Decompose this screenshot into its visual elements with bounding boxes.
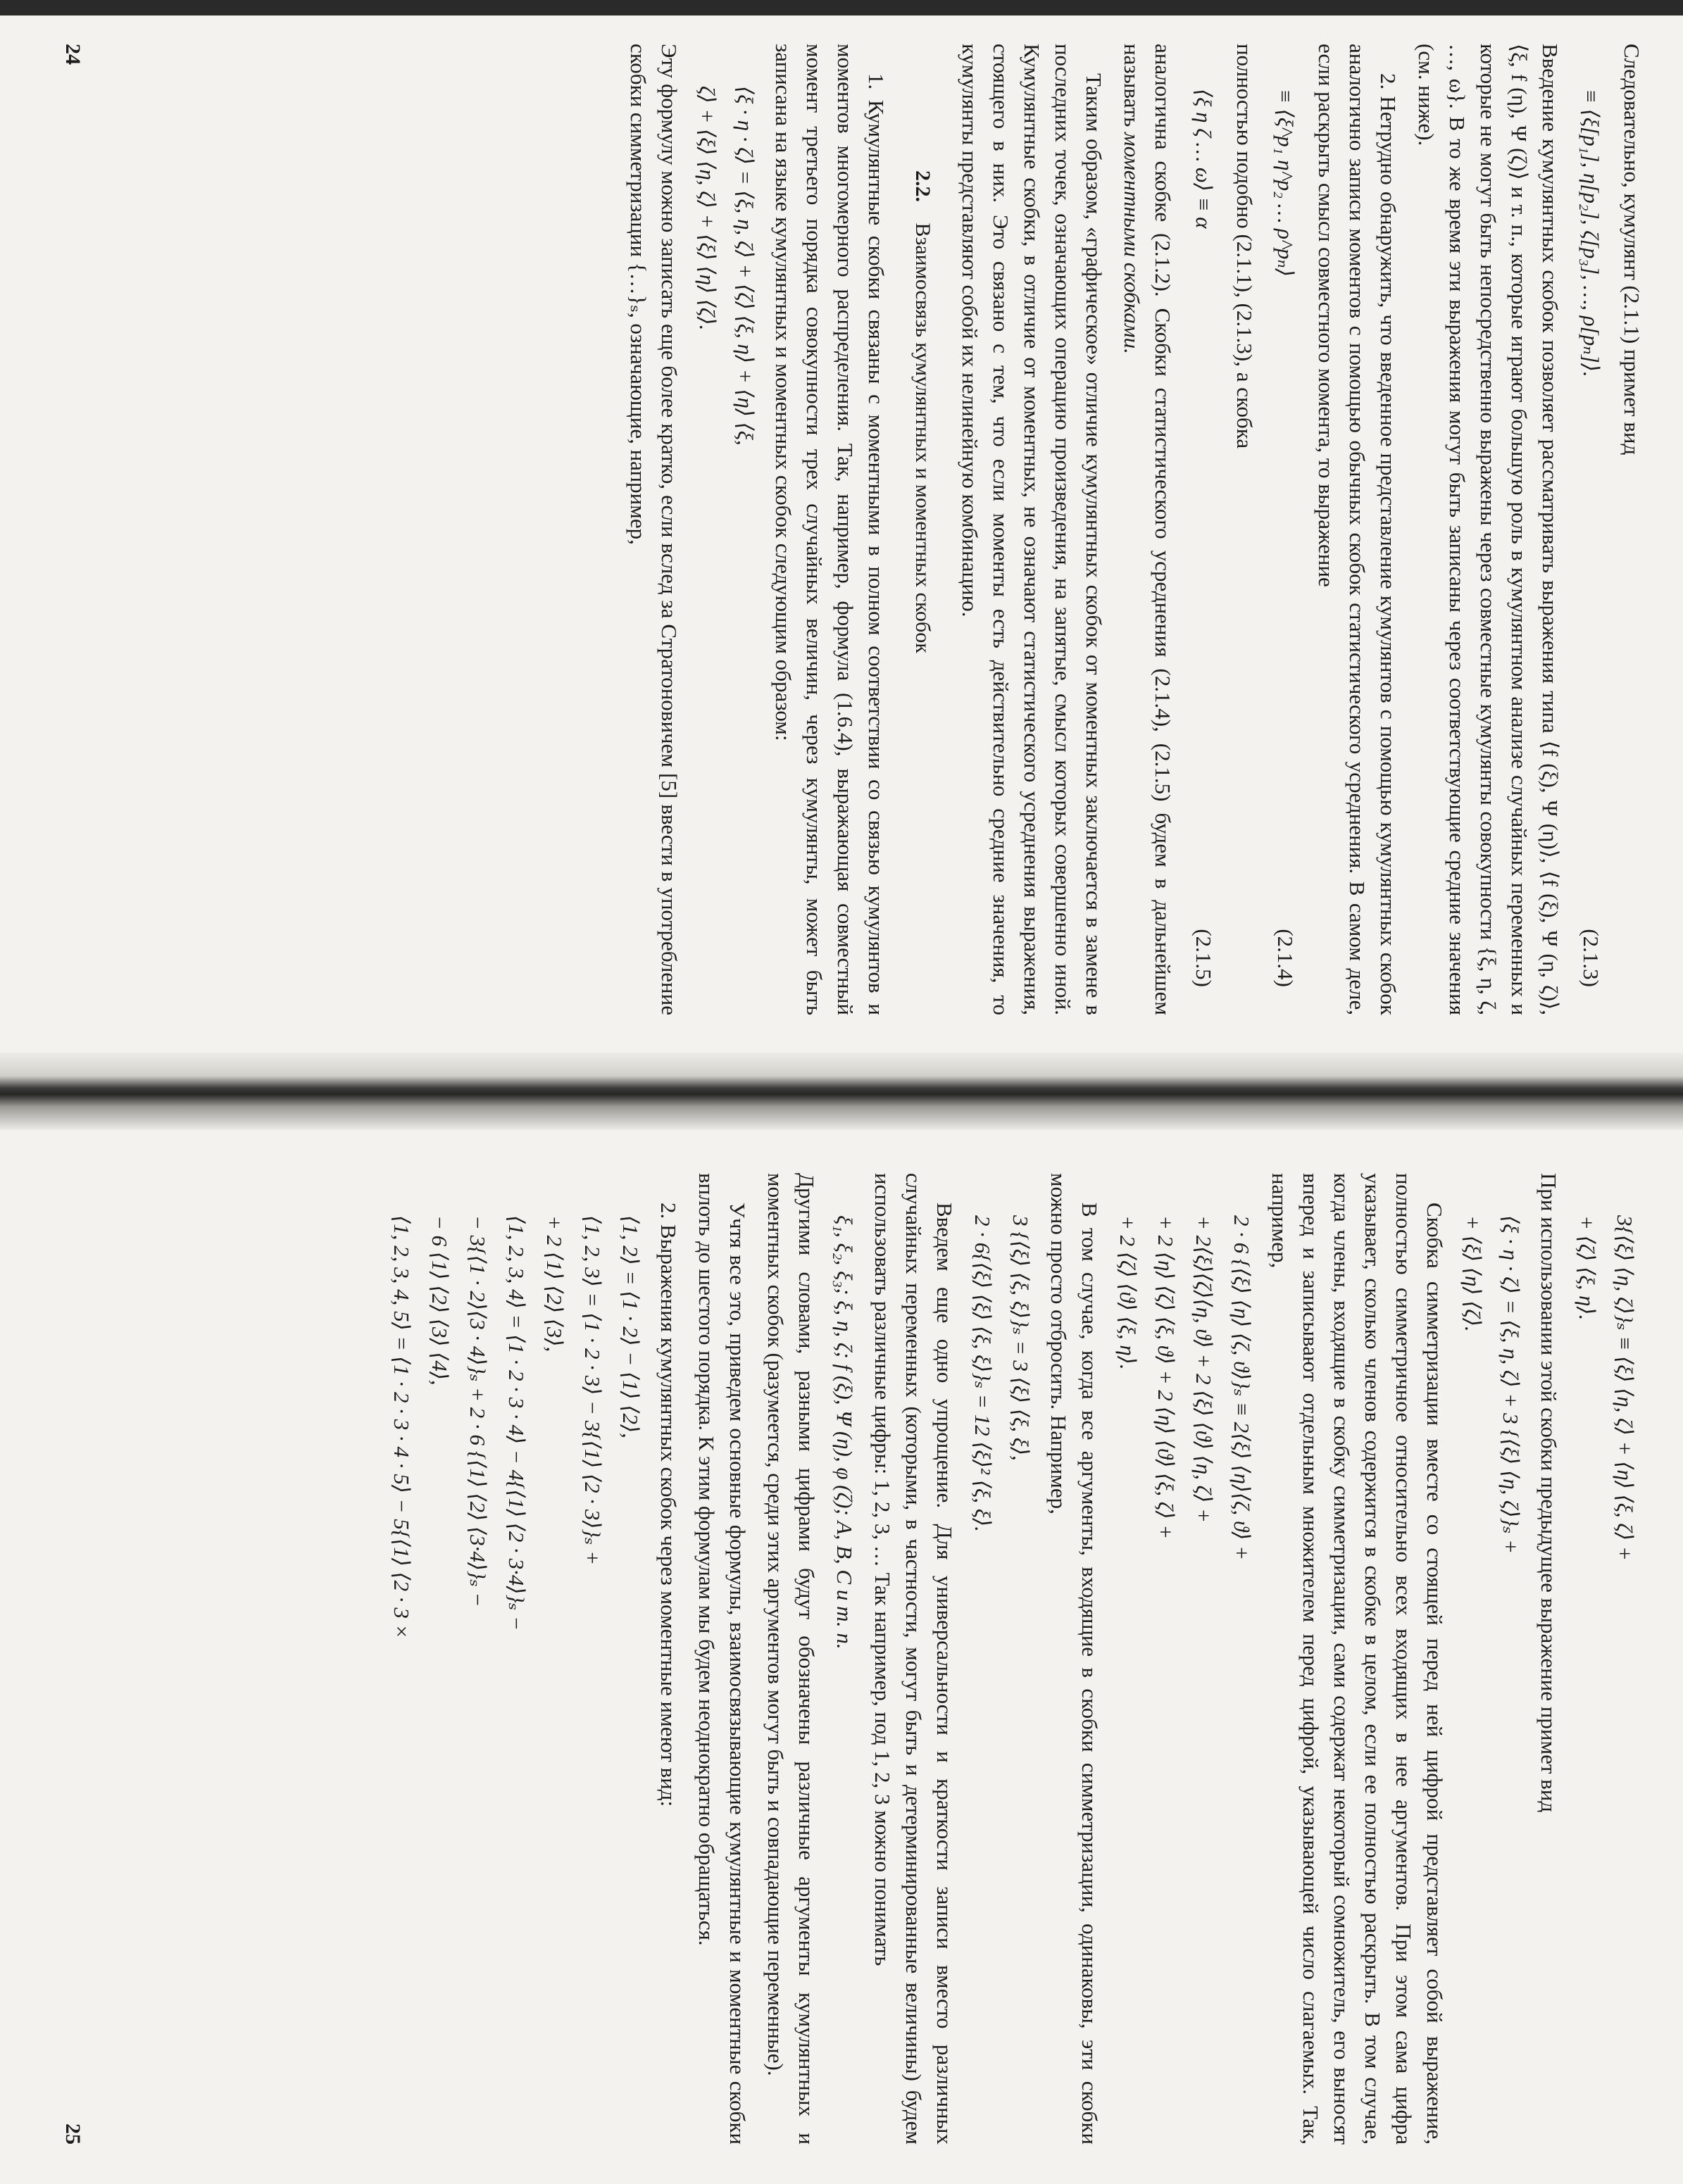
formula-line: ⟨1, 2⟩ = ⟨1 · 2⟩ − ⟨1⟩ ⟨2⟩, — [618, 1215, 643, 1438]
paragraph: При использовании этой скобки предыдущее выражение примет вид — [1536, 1173, 1561, 1813]
paragraph: 2. Выражения кумулянтных скобок через моментные имеют вид: — [656, 1203, 681, 1807]
formula-2-1-4 — [1270, 89, 1301, 1015]
formula-line: + ⟨ζ⟩ ⟨ξ, η⟩. — [1574, 1215, 1599, 1321]
paragraph: Скобка симметризации вместе со стоящей перед ней цифрой представляет собой выражение, полностью симметричное относительно всех входящих в нее аргументов. При этом сама цифра указывает, сколько членов содержится в скобке в целом, если ее полностью раскрыть. В том случае, когда члены, входящие в скобку симметризации, сами содержат некоторый сомножитель, его выносят вперед и записывают отдельным множителем перед цифрой, указывающей число слагаемых. Так, например, — [1267, 1173, 1447, 2145]
paragraph: Другими словами, разными цифрами будут обозначены различные аргументы кумулянтных и моментных скобок (разумеется, среди этих аргументов могут быть и совпадающие переменные). — [763, 1173, 819, 2145]
formula-line: − 6 ⟨1⟩ ⟨2⟩ ⟨3⟩ ⟨4⟩, — [427, 1215, 453, 1386]
formula-line: + 2⟨ξ⟩⟨ζ⟩⟨η, ϑ⟩ + 2 ⟨ξ⟩ ⟨ϑ⟩ ⟨η, ζ⟩ + — [1191, 1215, 1216, 1523]
section-title: Взаимосвязь кумулянтных и моментных скобок — [911, 222, 934, 653]
paragraph — [1116, 44, 1178, 1015]
formula-2-1-5 — [1188, 89, 1219, 1015]
formula-line: + 2 ⟨ζ⟩ ⟨ϑ⟩ ⟨ξ, η⟩. — [1115, 1215, 1140, 1370]
emphasis-term: моментными скобками. — [1119, 132, 1144, 354]
section-number: 2.2. — [911, 170, 934, 202]
paragraph: полностью подобно (2.1.1), (2.1.3), а скобка — [1232, 44, 1257, 449]
formula-line: + 2 ⟨1⟩ ⟨2⟩ ⟨3⟩, — [542, 1215, 567, 1353]
page-number: 25 — [61, 2123, 85, 2145]
paragraph: 2. Нетрудно обнаружить, что введенное представление кумулянтов с помощью кумулянтных скобок аналогично записи моментов с помощью обычных скобок статистического усреднения. В самом деле, если раскрыть смысл совместного момента, то выражение — [1313, 44, 1401, 1015]
formula-line: − 3{⟨1 · 2⟩⟨3 · 4⟩}ₛ + 2 · 6 {⟨1⟩ ⟨2⟩ ⟨3·4⟩}ₛ − — [465, 1215, 491, 1607]
paragraph: Введение кумулянтных скобок позволяет рассматривать выражения типа ⟨f (ξ), Ψ (η)⟩, ⟨f (ξ), Ψ (η, ζ)⟩, ⟨ξ, f (η), Ψ (ζ)⟩ и т. п., которые играют большую роль в кумулянтном анализе случайных переменных и которые не могут быть непосредственно выражены через совместные кумулянты совокупности {ξ, η, ζ, …, ω}. В то же время эти выражения могут быть записаны через соответствующие средние значения (см. ниже). — [1413, 44, 1563, 1015]
formula-line: ⟨ξ · η · ζ⟩ = ⟨ξ, η, ζ⟩ + 3 {⟨ξ⟩ ⟨η, ζ⟩}ₛ + — [1498, 1215, 1523, 1555]
paragraph: Таким образом, «графическое» отличие кумулянтных скобок от моментных заключается в замене в последних точек, означающих операцию произведения, на запятые, смысл которых совершенно иной. Кумулянтные скобки, в отличие от моментных, не означают статистического усреднения выражения, стоящего в них. Это связано с тем, что если моменты есть действительно средние значения, то кумулянты представляют собой их нелинейную комбинацию. — [957, 44, 1106, 1015]
equation-number: (2.1.4) — [1272, 929, 1298, 987]
formula-line: 2 · 6 {⟨ξ⟩ ⟨η⟩ ⟨ζ, ϑ⟩}ₛ ≡ 2⟨ξ⟩ ⟨η⟩⟨ζ, ϑ⟩ + — [1229, 1215, 1254, 1561]
paragraph: 1. Кумулянтные скобки связаны с моментными в полном соответствии со связью кумулянтов и моментов многомерного распределения. Так, например, формула (1.6.4), выражающая совместный момент третьего порядка совокупности трех случайных величин, через кумулянты, может быть записана на языке кумулянтных и моментных скобок следующим образом: — [771, 44, 889, 1015]
formula-line: 3{⟨ξ⟩ ⟨η, ζ⟩}ₛ ≡ ⟨ξ⟩ ⟨η, ζ⟩ + ⟨η⟩ ⟨ξ, ζ⟩ + — [1613, 1215, 1637, 1561]
section-heading — [907, 170, 937, 1015]
text-line: Следовательно, кумулянт (2.1.1) примет вид — [1620, 44, 1644, 456]
paragraph: В том случае, когда все аргументы, входящие в скобки симметризации, одинаковы, эти скобки можно просто отбросить. Например, — [1046, 1173, 1102, 2145]
book-gutter — [0, 1053, 1683, 1130]
formula-body: ≡ ⟨ξ^p₁ η^p₂ … ρ^pₙ⟩ — [1272, 89, 1298, 277]
paragraph: Учтя все это, приведем основные формулы, взаимосвязывающие кумулянтные и моментные скобки вплоть до шестого порядка. К этим формулам мы будем неоднократно обращаться. — [694, 1173, 750, 2145]
formula-line: ⟨1, 2, 3, 4, 5⟩ = ⟨1 · 2 · 3 · 4 · 5⟩ − 5{⟨1⟩ ⟨2 · 3 × — [389, 1215, 415, 1639]
equation-number: (2.1.3) — [1578, 929, 1603, 987]
formula-line: ⟨ξ · η · ζ⟩ = ⟨ξ, η, ζ⟩ + ⟨ζ⟩ ⟨ξ, η⟩ + ⟨η⟩ ⟨ξ, — [733, 86, 758, 446]
formula-body: ≡ ⟨ξ[p₁], η[p₂], ζ[p₃], …, ρ[pₙ]⟩. — [1578, 89, 1603, 377]
formula-line: ξ₁, ξ₂, ξ₃; ξ, η, ζ; f (ξ), Ψ (η), φ (ζ); A, B, C и т. п. — [832, 1215, 857, 1650]
paragraph: Введем еще одно упрощение. Для универсальности и краткости записи вместо различных случайных переменных (которыми, в частности, могут быть и детерминированные величины) будем использовать различные цифры: 1, 2, 3, … Так например, под 1, 2, 3 можно понимать — [870, 1173, 957, 2145]
formula-line: 2 · 6{⟨ξ⟩ ⟨ξ⟩ ⟨ξ, ξ⟩}ₛ = 12 ⟨ξ⟩² ⟨ξ, ξ⟩. — [970, 1215, 995, 1532]
equation-number: (2.1.5) — [1191, 929, 1216, 987]
formula-line: ⟨1, 2, 3, 4⟩ = ⟨1 · 2 · 3 · 4⟩ − 4{⟨1⟩ ⟨2 · 3·4⟩}ₛ − — [503, 1215, 529, 1631]
formula-line: ⟨1, 2, 3⟩ = ⟨1 · 2 · 3⟩ − 3{⟨1⟩ ⟨2 · 3⟩}ₛ + — [580, 1215, 605, 1565]
page-number: 24 — [61, 44, 85, 65]
formula-line: ζ⟩ + ⟨ξ⟩ ⟨η, ζ⟩ + ⟨ξ⟩ ⟨η⟩ ⟨ζ⟩. — [695, 86, 720, 331]
formula-line: + 2 ⟨η⟩ ⟨ζ⟩ ⟨ξ, ϑ⟩ + 2 ⟨η⟩ ⟨ϑ⟩ ⟨ξ, ζ⟩ + — [1153, 1215, 1178, 1540]
paragraph: Эту формулу можно записать еще более кратко, если вслед за Стратоновичем [5] ввести в употребление скобки симметризации {…}ₛ, означающие, например, — [625, 44, 682, 1015]
page-24 — [53, 11, 1672, 1048]
formula-line: + ⟨ξ⟩ ⟨η⟩ ⟨ζ⟩. — [1460, 1215, 1485, 1332]
page-25 — [53, 1141, 1672, 2177]
formula-body: ⟨ξ η ζ … ω⟩ ≡ α — [1191, 89, 1216, 229]
formula-2-1-3 — [1575, 89, 1606, 1015]
paragraph-text: аналогична скобке (2.1.2). Скобки статистического усреднения (2.1.4), (2.1.5) будем в дальнейшем называть — [1119, 44, 1175, 1015]
formula-line: 3 {⟨ξ⟩ ⟨ξ, ξ⟩}ₛ = 3 ⟨ξ⟩ ⟨ξ, ξ⟩, — [1008, 1215, 1033, 1461]
